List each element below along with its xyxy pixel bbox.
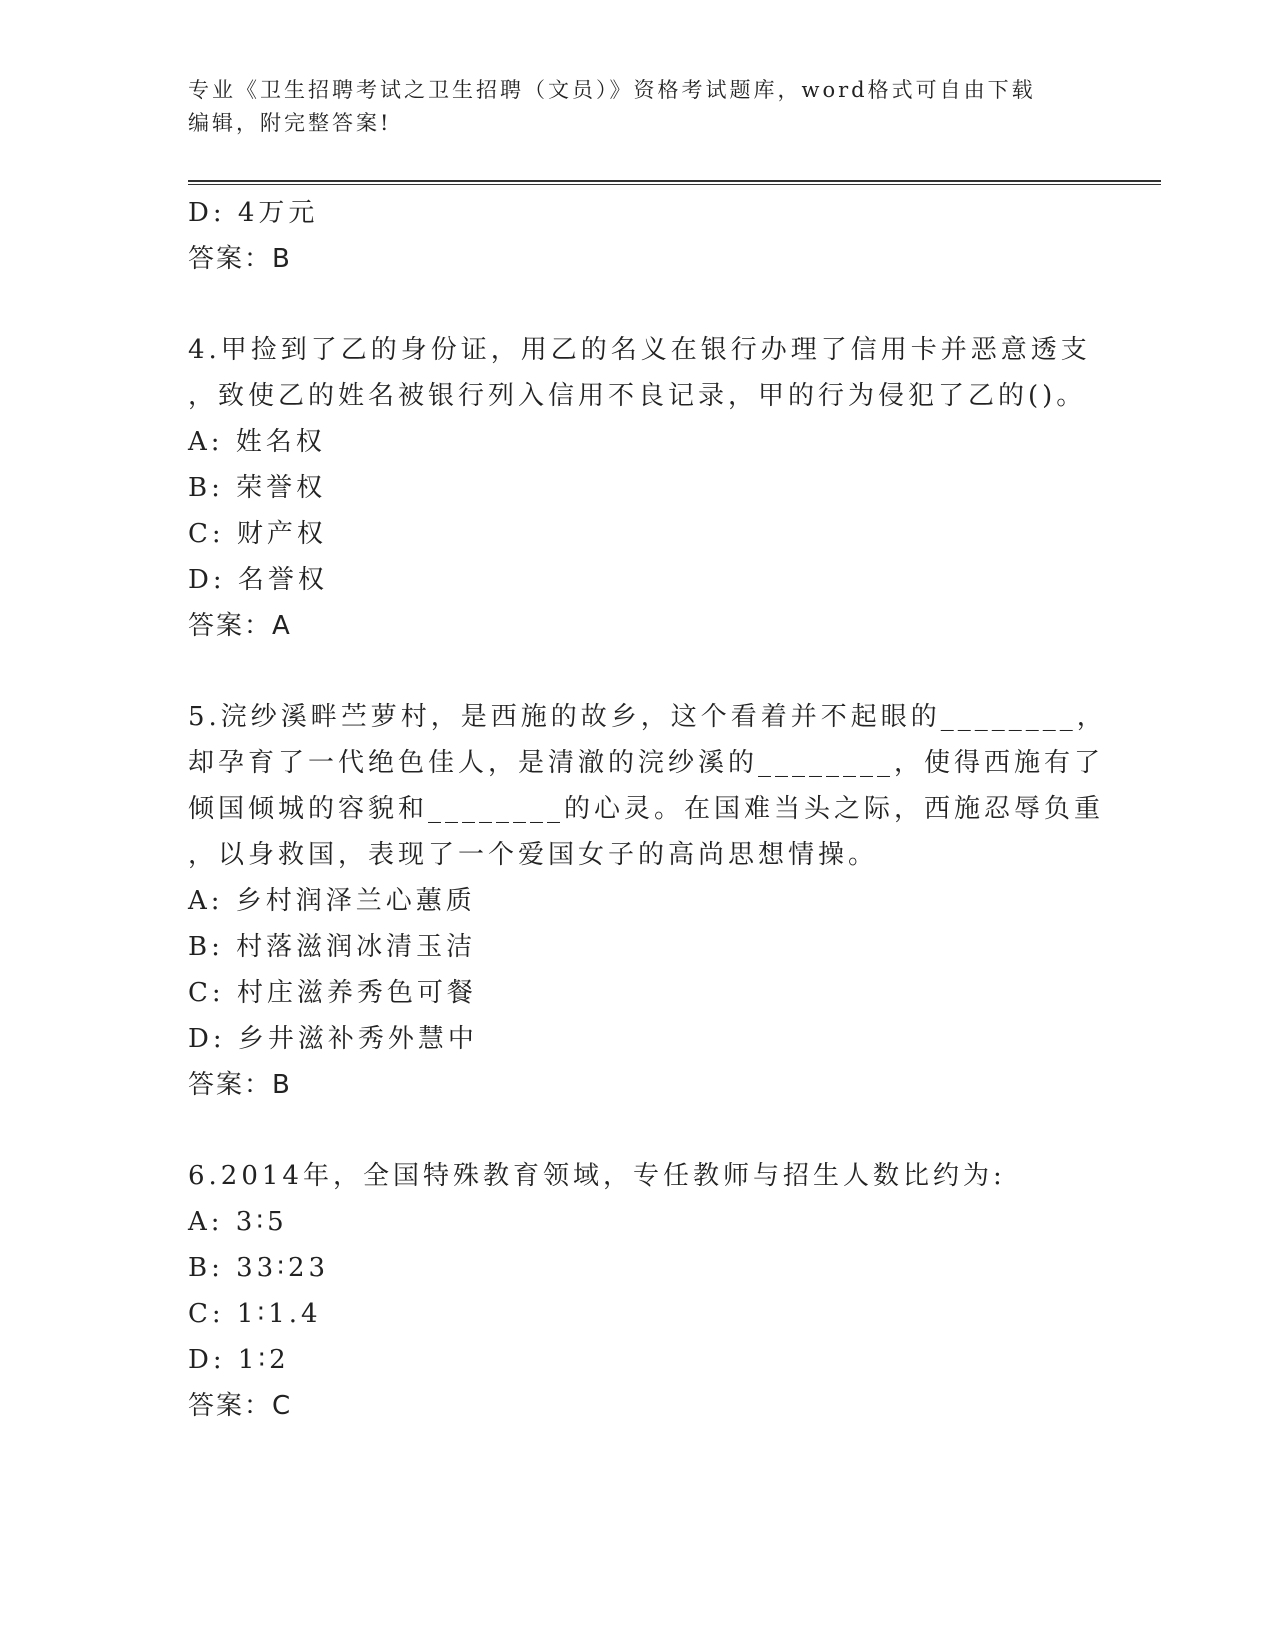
option-b: B: 33∶23 [188,1253,330,1283]
option-d: D: 名誉权 [188,565,328,595]
option-a: A: 3∶5 [188,1207,288,1237]
option-c: C: 1∶1.4 [188,1299,322,1329]
spacer [188,1108,1068,1153]
previous-question-tail [188,190,1068,282]
question-stem-line: ，致使乙的姓名被银行列入信用不良记录，甲的行为侵犯了乙的()。 [188,381,1087,411]
option-d: D: 4万元 [188,198,319,228]
answer-line: 答案：B [188,1070,292,1100]
question-stem-line: 5.浣纱溪畔苎萝村，是西施的故乡，这个看着并不起眼的________， [188,702,1107,732]
option-c: C: 财产权 [188,519,327,549]
answer-line: 答案：B [188,244,292,274]
question-6 [188,1153,1068,1429]
option-d: D: 1∶2 [188,1345,290,1375]
answer-line: 答案：A [188,611,292,641]
question-5 [188,694,1107,1108]
header-divider [188,180,1161,182]
document-body [188,190,1107,1429]
option-b: B: 荣誉权 [188,473,327,503]
answer-line: 答案：C [188,1391,293,1421]
question-stem-line: 6.2014年，全国特殊教育领域，专任教师与招生人数比约为: [188,1161,1006,1191]
option-a: A: 姓名权 [188,427,326,457]
question-stem-line: 倾国倾城的容貌和________的心灵。在国难当头之际，西施忍辱负重 [188,794,1105,824]
header-line-1: 专业《卫生招聘考试之卫生招聘（文员）》资格考试题库，word格式可自由下载 [188,78,1036,102]
question-stem-line: 4.甲捡到了乙的身份证，用乙的名义在银行办理了信用卡并恶意透支 [188,335,1091,365]
question-4 [188,327,1091,649]
option-a: A: 乡村润泽兰心蕙质 [188,886,476,916]
option-d: D: 乡井滋补秀外慧中 [188,1024,478,1054]
question-stem-line: 却孕育了一代绝色佳人，是清澈的浣纱溪的________，使得西施有了 [188,748,1105,778]
option-b: B: 村落滋润冰清玉洁 [188,932,477,962]
option-c: C: 村庄滋养秀色可餐 [188,978,477,1008]
spacer [188,282,1068,327]
question-stem-line: ，以身救国，表现了一个爱国女子的高尚思想情操。 [188,840,879,870]
header-divider-thin [188,184,1161,185]
header-line-2: 编辑，附完整答案! [188,111,392,135]
spacer [188,649,1068,694]
page-header [188,74,1088,140]
